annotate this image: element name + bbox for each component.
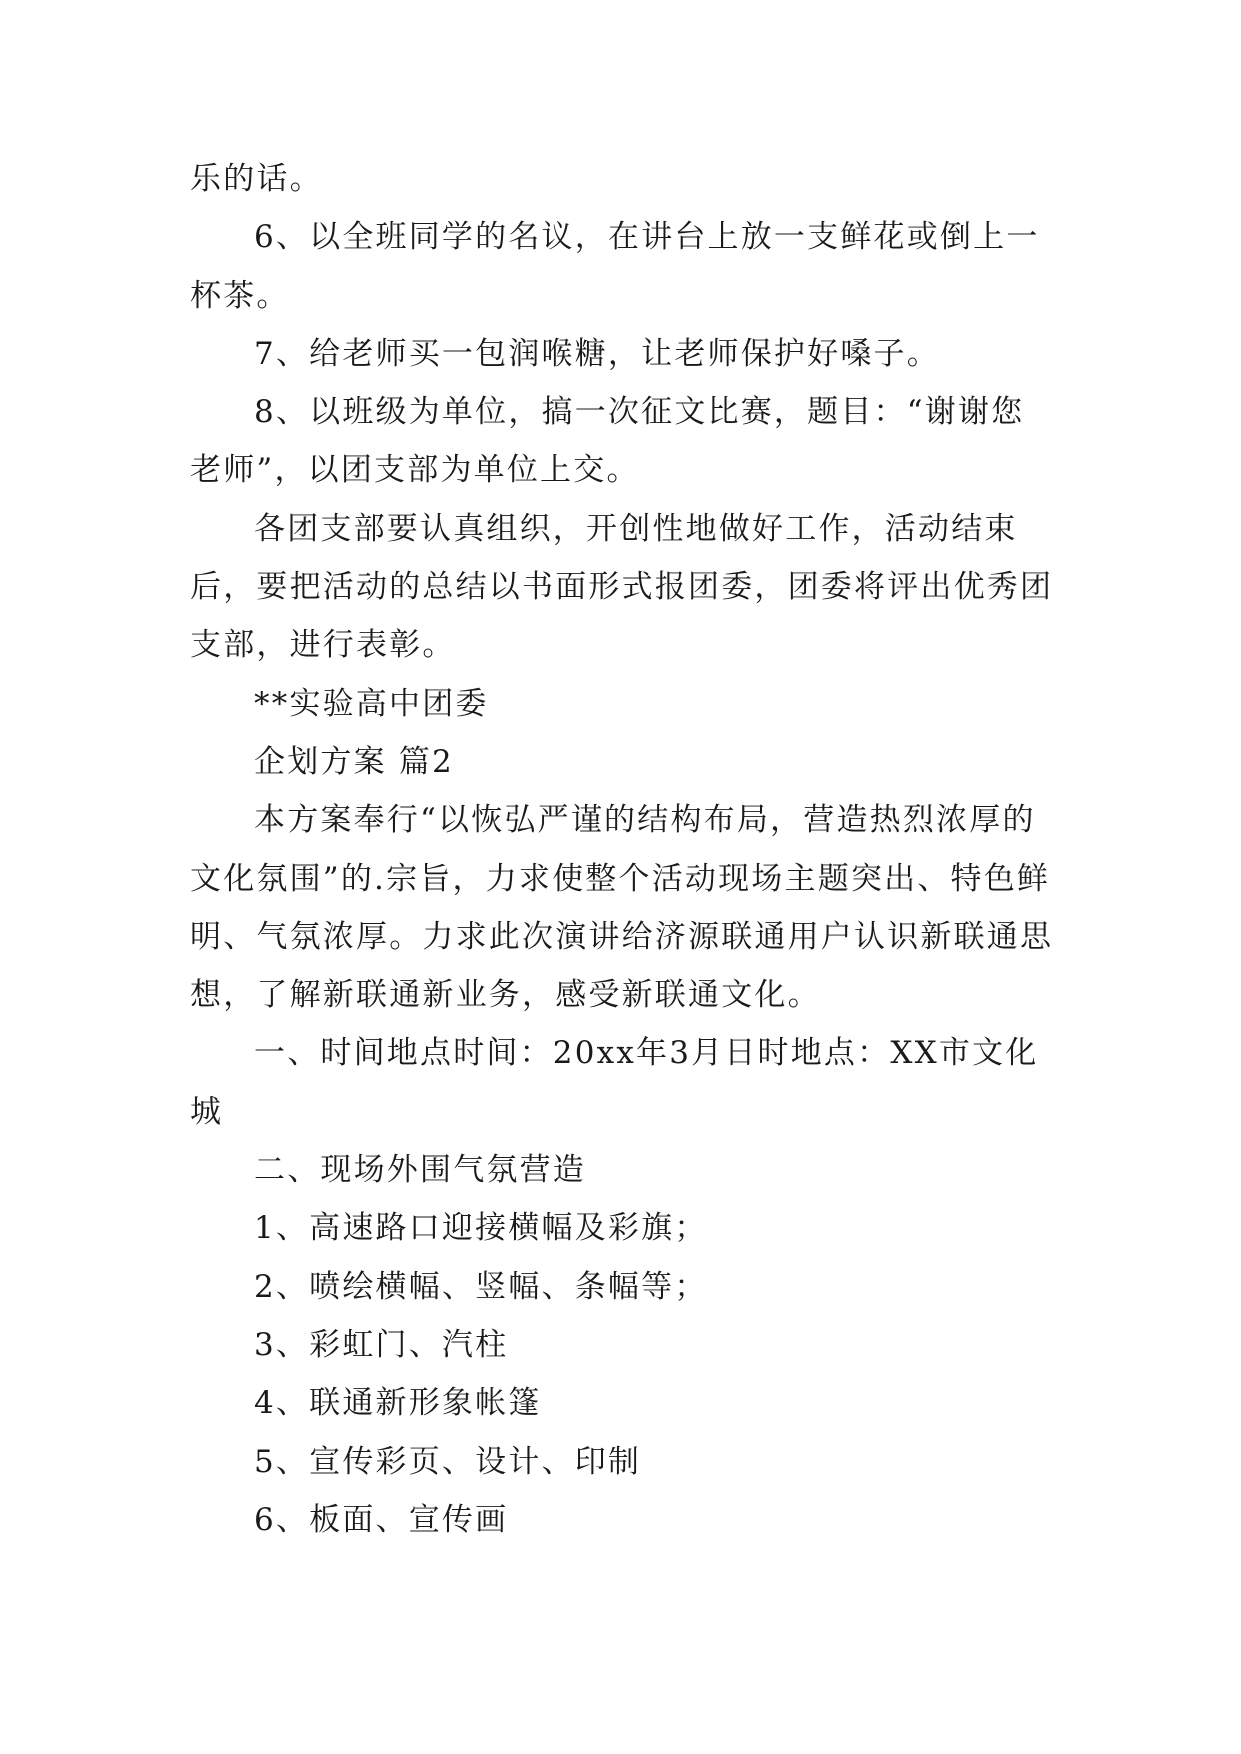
list-item: 2、喷绘横幅、竖幅、条幅等； xyxy=(254,1268,708,1305)
document-body xyxy=(190,150,1056,1549)
section-heading: 一、时间地点时间：20xx年3月日时地点：XX市文化城 xyxy=(190,1035,1039,1130)
list-item: 4、联通新形象帐篷 xyxy=(254,1385,542,1422)
list-item: 8、以班级为单位，搞一次征文比赛，题目：“谢谢您老师”，以团支部为单位上交。 xyxy=(190,394,1025,489)
list-item: 7、给老师买一包润喉糖，让老师保护好嗓子。 xyxy=(254,335,940,372)
paragraph: 乐的话。 xyxy=(190,161,323,197)
paragraph: 各团支部要认真组织，开创性地做好工作，活动结束后，要把活动的总结以书面形式报团委，团委将评出优秀团支部，进行表彰。 xyxy=(190,510,1054,664)
list-item: 6、以全班同学的名议，在讲台上放一支鲜花或倒上一杯茶。 xyxy=(190,219,1040,314)
section-title: 企划方案 篇2 xyxy=(254,743,454,780)
section-heading: 二、现场外围气氛营造 xyxy=(254,1152,586,1189)
signature-line: **实验高中团委 xyxy=(254,685,489,722)
list-item: 3、彩虹门、汽柱 xyxy=(254,1326,509,1363)
paragraph: 本方案奉行“以恢弘严谨的结构布局，营造热烈浓厚的文化氛围”的.宗旨，力求使整个活动现场主题突出、特色鲜明、气氛浓厚。力求此次演讲给济源联通用户认识新联通思想，了解新联通新业务，感受新联通文化。 xyxy=(190,802,1054,1014)
list-item: 5、宣传彩页、设计、印制 xyxy=(254,1443,642,1480)
list-item: 6、板面、宣传画 xyxy=(254,1501,509,1538)
list-item: 1、高速路口迎接横幅及彩旗； xyxy=(254,1210,708,1247)
